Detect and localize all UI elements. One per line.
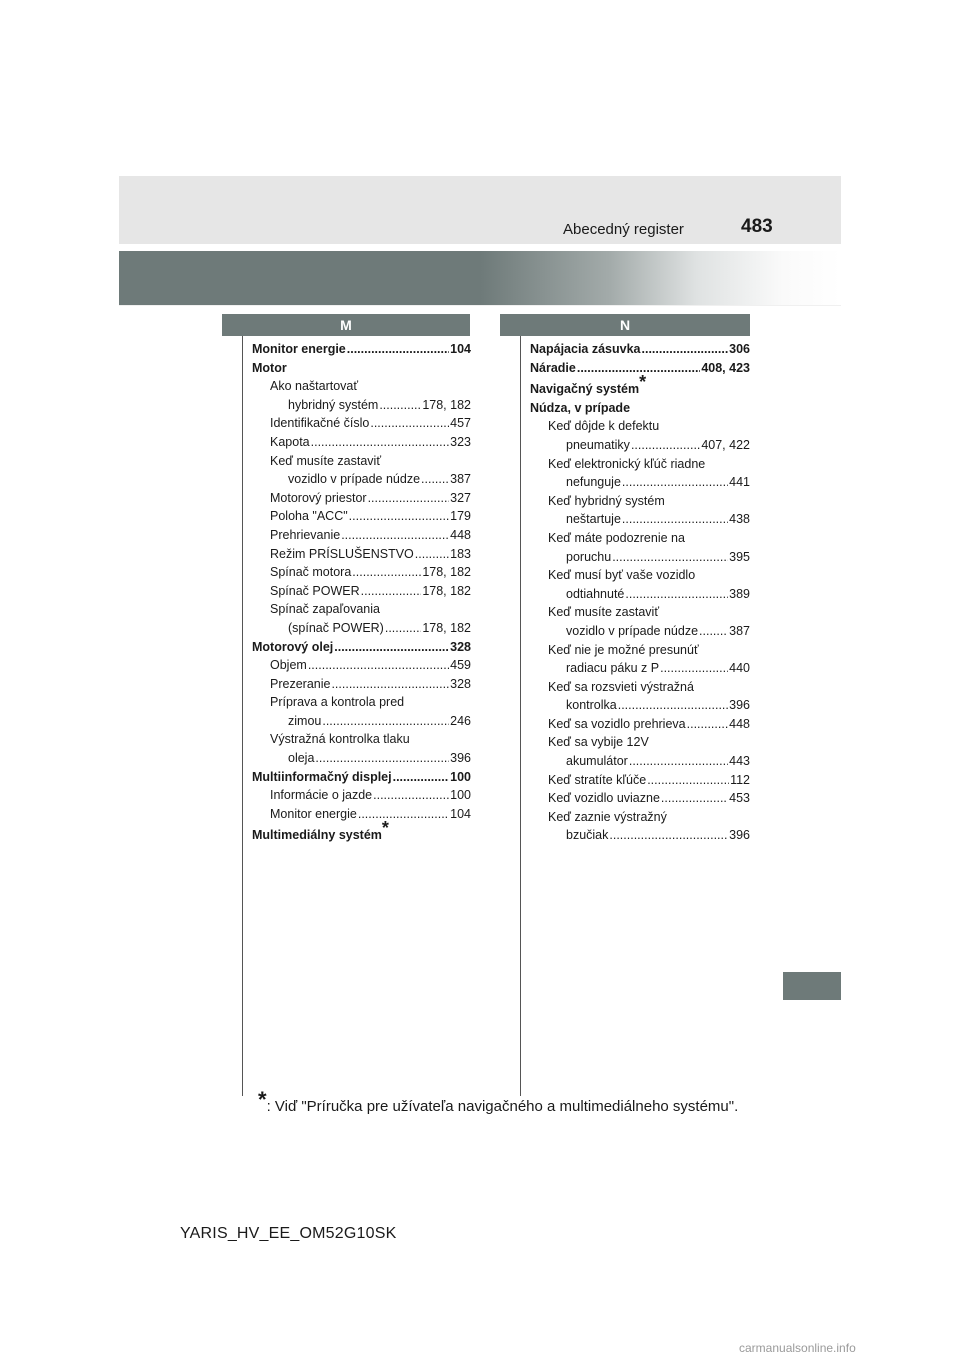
index-entry xyxy=(530,808,750,827)
index-entry-term: hybridný systém xyxy=(288,397,379,412)
index-entry-page: 178, 182 xyxy=(422,620,471,635)
index-entry-term: nefunguje xyxy=(566,475,621,490)
index-column-n xyxy=(530,340,750,845)
index-entry-term: kontrolka xyxy=(566,698,617,713)
column-rule-middle xyxy=(520,336,521,1096)
index-entry xyxy=(252,730,471,749)
index-entry-term: Výstražná kontrolka tlaku xyxy=(270,732,410,747)
index-entry xyxy=(530,826,750,845)
index-entry-page: 178, 182 xyxy=(422,583,471,598)
dot-leader xyxy=(642,340,729,359)
index-entry xyxy=(252,470,471,489)
index-entry-term: (spínač POWER) xyxy=(288,620,384,635)
index-entry xyxy=(530,455,750,474)
index-entry-page: 453 xyxy=(729,791,750,806)
document-code: YARIS_HV_EE_OM52G10SK xyxy=(180,1225,397,1242)
index-entry xyxy=(530,417,750,436)
index-entry-term: Núdza, v prípade xyxy=(530,400,631,415)
index-entry-term: zimou xyxy=(288,713,322,728)
index-entry xyxy=(530,529,750,548)
index-entry xyxy=(252,768,471,787)
index-entry-term: Identifikačné číslo xyxy=(270,416,370,431)
index-entry-term: Navigačný systém xyxy=(530,382,640,397)
footnote-star: * xyxy=(258,1087,267,1112)
index-entry xyxy=(530,548,750,567)
index-entry-page: 100 xyxy=(450,769,471,784)
dot-leader xyxy=(612,548,728,567)
dot-leader xyxy=(352,563,421,582)
dot-leader xyxy=(625,585,728,604)
index-entry-term: Keď vozidlo uviazne xyxy=(548,791,660,806)
footnote xyxy=(258,1087,739,1115)
index-entry xyxy=(530,715,750,734)
index-entry-term: neštartuje xyxy=(566,512,621,527)
decorative-gradient-band xyxy=(119,251,841,305)
index-entry xyxy=(530,752,750,771)
index-entry xyxy=(530,696,750,715)
index-entry-term: oleja xyxy=(288,751,315,766)
dot-leader xyxy=(661,789,728,808)
dot-leader xyxy=(322,712,449,731)
index-entry-term: Motorový priestor xyxy=(270,490,367,505)
dot-leader xyxy=(660,659,728,678)
index-entry-term: Keď musíte zastaviť xyxy=(548,605,660,620)
index-entry-term: Objem xyxy=(270,658,307,673)
index-entry xyxy=(252,805,471,824)
dot-leader xyxy=(421,470,449,489)
index-entry-page: 396 xyxy=(729,698,750,713)
index-entry-term: Ako naštartovať xyxy=(270,379,359,394)
dot-leader xyxy=(315,749,449,768)
index-entry xyxy=(252,489,471,508)
index-entry-term: Monitor energie xyxy=(270,806,357,821)
dot-leader xyxy=(308,656,449,675)
index-entry-term: Keď sa rozsvieti výstražná xyxy=(548,679,694,694)
index-entry xyxy=(252,712,471,731)
dot-leader xyxy=(341,526,449,545)
index-entry xyxy=(530,659,750,678)
index-entry-term: Motorový olej xyxy=(252,639,334,654)
index-entry-term: Multiinformačný displej xyxy=(252,769,392,784)
index-entry-page: 441 xyxy=(729,475,750,490)
index-entry-term: Spínač motora xyxy=(270,565,352,580)
index-entry xyxy=(252,582,471,601)
index-entry xyxy=(252,526,471,545)
index-entry xyxy=(252,656,471,675)
index-entry xyxy=(530,622,750,641)
index-entry-term: Spínač POWER xyxy=(270,583,360,598)
index-entry xyxy=(530,372,750,399)
section-header-n: N xyxy=(500,314,750,336)
index-entry-page: 112 xyxy=(730,772,750,787)
footnote-marker: * xyxy=(381,818,389,839)
index-entry-term: Informácie o jazde xyxy=(270,788,373,803)
index-entry-term: Prezeranie xyxy=(270,676,331,691)
index-entry-term: poruchu xyxy=(566,549,612,564)
index-entry xyxy=(252,563,471,582)
index-entry xyxy=(252,600,471,619)
index-entry xyxy=(252,693,471,712)
section-header-m: M xyxy=(222,314,470,336)
index-entry-page: 104 xyxy=(450,342,471,356)
index-entry xyxy=(530,340,750,359)
index-entry-term: Keď zaznie výstražný xyxy=(548,809,667,824)
dot-leader xyxy=(647,771,729,790)
dot-leader xyxy=(385,619,421,638)
index-entry xyxy=(530,641,750,660)
dot-leader xyxy=(622,510,728,529)
page-number: 483 xyxy=(741,216,773,237)
index-entry xyxy=(252,452,471,471)
index-entry xyxy=(252,340,471,359)
index-entry-term: Keď sa vybije 12V xyxy=(548,735,649,750)
footnote-text: : Viď "Príručka pre užívateľa navigačného a multimediálneho systému". xyxy=(266,1098,739,1115)
index-entry-term: Keď hybridný systém xyxy=(548,493,665,508)
index-entry xyxy=(530,510,750,529)
index-entry xyxy=(252,396,471,415)
index-entry xyxy=(252,414,471,433)
index-entry-term: vozidlo v prípade núdze xyxy=(288,472,421,487)
dot-leader xyxy=(311,433,450,452)
index-entry-term: odtiahnuté xyxy=(566,586,625,601)
dot-leader xyxy=(629,752,728,771)
index-entry-page: 396 xyxy=(729,828,750,843)
dot-leader xyxy=(358,805,449,824)
dot-leader xyxy=(331,675,449,694)
dot-leader xyxy=(622,473,728,492)
index-entry xyxy=(530,585,750,604)
chapter-thumb-tab xyxy=(783,972,841,1000)
index-entry-page: 443 xyxy=(729,754,750,769)
dot-leader xyxy=(393,768,450,787)
dot-leader xyxy=(415,545,449,564)
index-entry xyxy=(530,399,750,418)
dot-leader xyxy=(334,638,449,657)
column-rule-left xyxy=(242,336,243,1096)
dot-leader xyxy=(687,715,729,734)
index-entry-term: bzučiak xyxy=(566,828,609,843)
dot-leader xyxy=(370,414,449,433)
index-entry xyxy=(252,507,471,526)
dot-leader xyxy=(631,436,700,455)
index-entry-term: Keď stratíte kľúče xyxy=(548,772,647,787)
index-entry xyxy=(252,433,471,452)
index-entry-page: 327 xyxy=(450,490,471,505)
index-entry-term: Motor xyxy=(252,360,287,375)
index-entry-term: Keď nie je možné presunúť xyxy=(548,642,699,657)
index-entry-term: Prehrievanie xyxy=(270,527,341,542)
index-entry-page: 100 xyxy=(450,788,471,803)
index-entry xyxy=(252,818,471,845)
index-entry-term: Monitor energie xyxy=(252,342,346,356)
index-entry-term: Napájacia zásuvka xyxy=(530,342,641,356)
index-entry-page: 104 xyxy=(450,806,471,821)
index-entry-page: 387 xyxy=(729,623,750,638)
index-entry-page: 395 xyxy=(729,549,750,564)
index-entry-term: Keď elektronický kľúč riadne xyxy=(548,456,706,471)
index-entry xyxy=(530,678,750,697)
index-entry xyxy=(252,638,471,657)
index-entry-page: 448 xyxy=(729,716,750,731)
index-entry-term: Keď máte podozrenie na xyxy=(548,530,685,545)
index-entry xyxy=(530,566,750,585)
index-entry-page: 323 xyxy=(450,434,471,449)
index-entry xyxy=(252,619,471,638)
index-entry xyxy=(530,603,750,622)
footnote-marker: * xyxy=(639,372,647,393)
index-entry-page: 387 xyxy=(450,472,471,487)
index-entry xyxy=(530,789,750,808)
index-entry-term: Poloha "ACC" xyxy=(270,509,348,524)
index-entry-page: 178, 182 xyxy=(422,397,471,412)
index-entry-page: 438 xyxy=(729,512,750,527)
dot-leader xyxy=(699,622,728,641)
index-entry-page: 440 xyxy=(729,661,750,676)
watermark[interactable]: carmanualsonline.info xyxy=(739,1341,856,1355)
index-entry-term: Multimediálny systém xyxy=(252,828,382,843)
dot-leader xyxy=(349,507,449,526)
index-entry-term: Keď musíte zastaviť xyxy=(270,453,382,468)
index-entry-term: Príprava a kontrola pred xyxy=(270,695,405,710)
index-entry-term: radiacu páku z P xyxy=(566,661,660,676)
index-entry xyxy=(530,473,750,492)
index-entry-page: 328 xyxy=(450,676,471,691)
index-entry xyxy=(530,436,750,455)
dot-leader xyxy=(379,396,421,415)
index-entry-term: Keď dôjde k defektu xyxy=(548,419,660,434)
index-entry-term: Kapota xyxy=(270,434,310,449)
index-entry xyxy=(252,359,471,378)
index-entry xyxy=(530,492,750,511)
index-entry-page: 179 xyxy=(450,509,471,524)
index-entry-term: Spínač zapaľovania xyxy=(270,602,380,617)
index-entry xyxy=(252,377,471,396)
dot-leader xyxy=(347,340,449,359)
index-entry-page: 459 xyxy=(450,658,471,673)
page-title: Abecedný register xyxy=(563,221,684,238)
index-entry xyxy=(530,771,750,790)
index-entry-term: Náradie xyxy=(530,360,576,375)
index-entry xyxy=(252,749,471,768)
index-entry xyxy=(252,786,471,805)
index-entry-page: 457 xyxy=(450,416,471,431)
dot-leader xyxy=(609,826,728,845)
index-entry-page: 183 xyxy=(450,546,471,561)
divider xyxy=(119,305,841,306)
index-entry-page: 389 xyxy=(729,586,750,601)
header-band xyxy=(119,176,841,244)
index-entry xyxy=(252,675,471,694)
dot-leader xyxy=(618,696,728,715)
index-entry-page: 328 xyxy=(450,639,471,654)
index-entry-page: 448 xyxy=(450,527,471,542)
index-entry-term: akumulátor xyxy=(566,754,628,769)
dot-leader xyxy=(361,582,422,601)
index-entry-page: 178, 182 xyxy=(422,565,471,580)
index-entry-term: vozidlo v prípade núdze xyxy=(566,623,699,638)
index-entry-term: Keď sa vozidlo prehrieva xyxy=(548,716,686,731)
index-entry-term: Keď musí byť vaše vozidlo xyxy=(548,568,696,583)
index-entry-term: pneumatiky xyxy=(566,437,630,452)
index-entry-page: 396 xyxy=(450,751,471,766)
index-column-m xyxy=(252,340,471,845)
dot-leader xyxy=(373,786,449,805)
index-entry-page: 408, 423 xyxy=(701,360,750,375)
index-entry-term: Režim PRÍSLUŠENSTVO xyxy=(270,546,414,561)
dot-leader xyxy=(368,489,450,508)
index-entry xyxy=(252,545,471,564)
index-entry xyxy=(530,733,750,752)
index-entry-page: 306 xyxy=(729,342,750,356)
index-entry-page: 407, 422 xyxy=(701,437,750,452)
index-entry-page: 246 xyxy=(450,713,471,728)
